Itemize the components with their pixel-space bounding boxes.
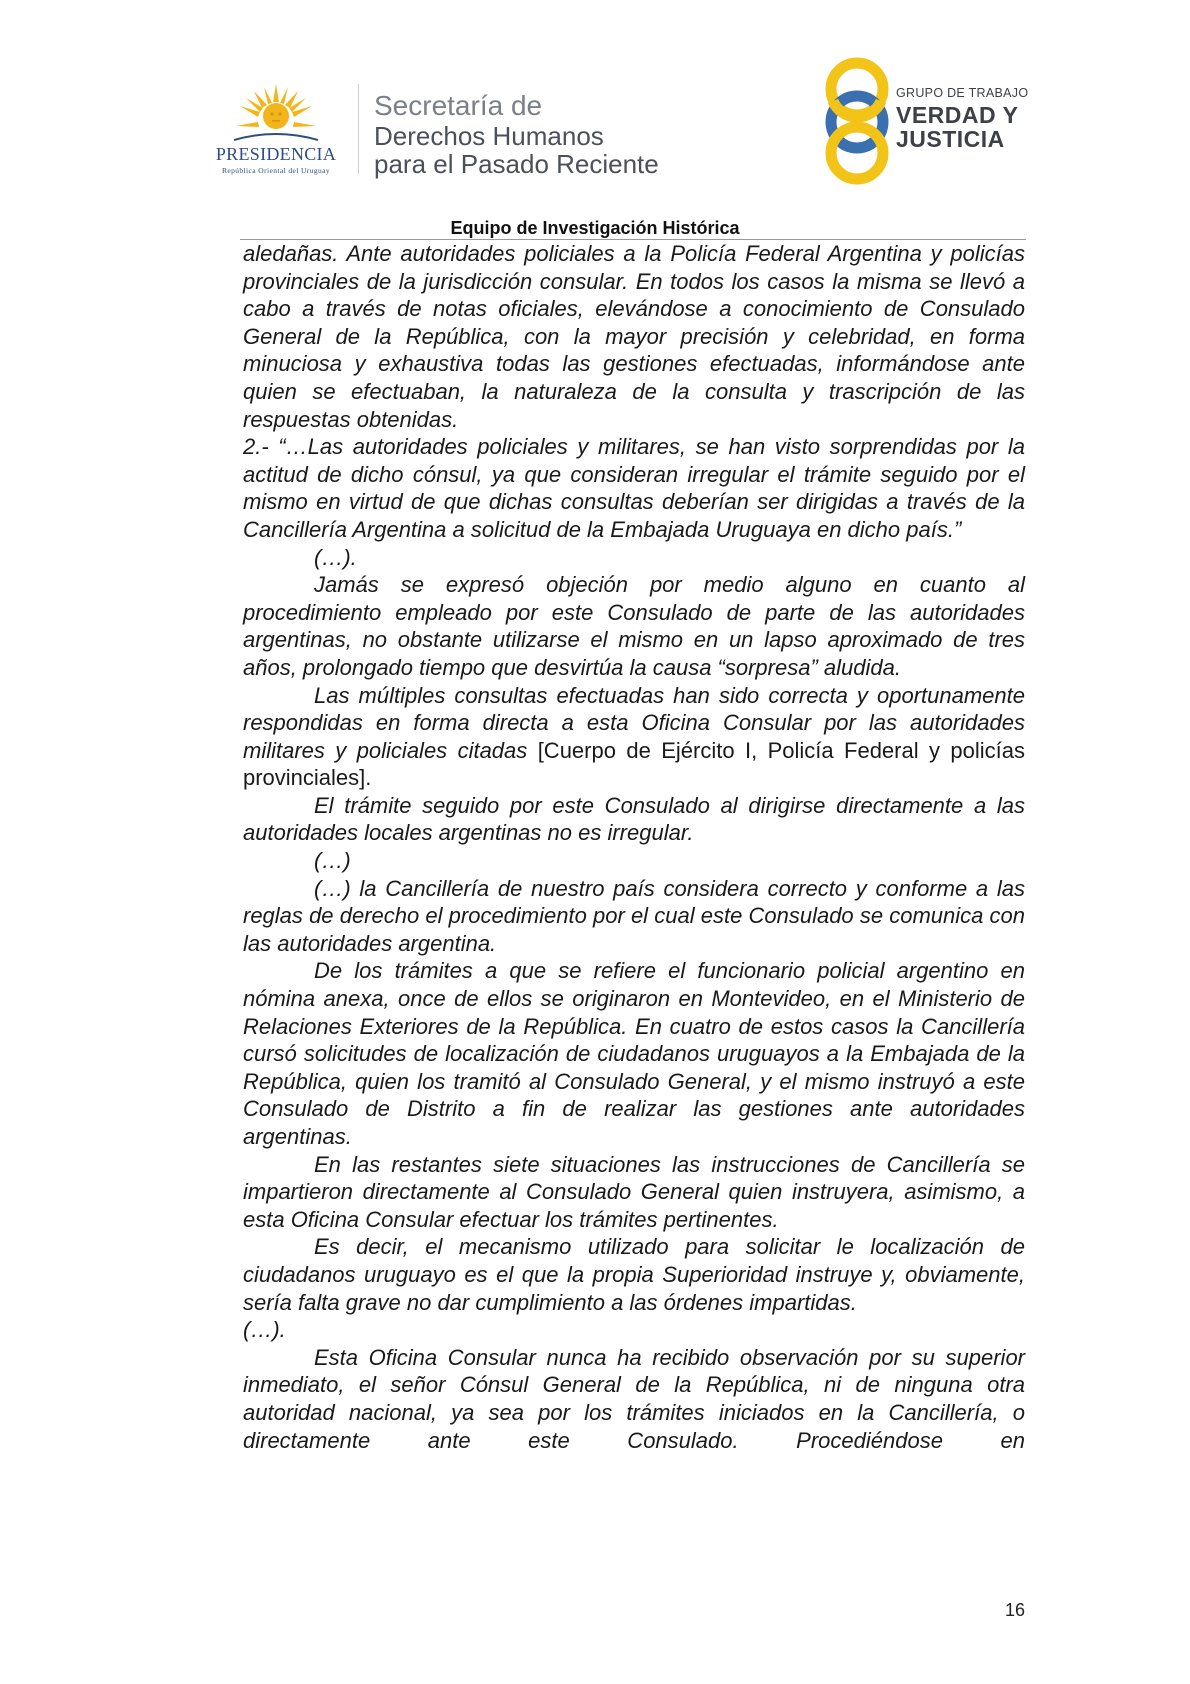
secretaria-line-2: Derechos Humanos	[374, 121, 604, 151]
paragraph-8: (…) la Cancillería de nuestro país considera correcto y conforme a las reglas de derecho el procedimiento por el cual este Consulado se comunica con las autoridades argentina.	[243, 875, 1025, 956]
paragraph-2: 2.- “…Las autoridades policiales y militares, se han visto sorprendidas por la actitud de dicho cónsul, ya que consideran irregular el trámite seguido por el mismo en virtud de que dichas consultas deberían ser dirigidas a través de la Cancillería Argentina a solicitud de la Embajada Uruguaya en dicho país.”	[243, 434, 1025, 542]
paragraph-11: Es decir, el mecanismo utilizado para solicitar le localización de ciudadanos uruguayo es el que la propia Superioridad instruye y, obviamente, sería falta grave no dar cumplimiento a las órdenes impartidas.	[243, 1234, 1025, 1315]
page-number: 16	[1005, 1600, 1026, 1620]
vyj-group-label: GRUPO DE TRABAJO	[896, 86, 1029, 100]
paragraph-9: De los trámites a que se refiere el funcionario policial argentino en nómina anexa, once de ellos se originaron en Montevideo, en el Ministerio de Relaciones Exteriores de la República. En cuatro de estos casos la Cancillería cursó solicitudes de localización de ciudadanos uruguayos a la Embajada de la República, quien los tramitó al Consulado General, y el mismo instruyó a este Consulado de Distrito a fin de realizar las gestiones ante autoridades argentinas.	[243, 958, 1025, 1149]
ellipsis-1: (…).	[314, 544, 357, 570]
ellipsis-3: (…).	[243, 1317, 286, 1343]
paragraph-4: Jamás se expresó objeción por medio alguno en cuanto al procedimiento empleado por este Consulado de parte de las autoridades argentinas, no obstante utilizarse el mismo en un lapso aproximado de tres años, prolongado tiempo que desvirtúa la causa “sorpresa” aludida.	[243, 572, 1025, 680]
linked-rings-icon	[822, 56, 892, 186]
presidencia-logo	[196, 78, 356, 178]
sun-icon	[234, 82, 318, 146]
page-header	[0, 0, 1190, 240]
paragraph-5	[243, 682, 1025, 792]
secretaria-line-1: Secretaría de	[374, 90, 543, 121]
secretaria-logo-text	[374, 90, 659, 178]
presidencia-subtitle: República Oriental del Uruguay	[221, 166, 330, 175]
paragraph-10: En las restantes siete situaciones las instrucciones de Cancillería se impartieron directamente al Consulado General quien instruyera, asimismo, a esta Oficina Consular efectuar los trámites pertinentes.	[243, 1151, 1025, 1232]
verdad-justicia-logo	[822, 56, 1042, 186]
vyj-title-line-1: VERDAD Y	[896, 102, 1019, 128]
paragraph-5-bracket: [Cuerpo de Ejército I, Policía Federal y policías provinciales].	[243, 737, 1025, 791]
paragraph-5-italic: Las múltiples consultas efectuadas han sido correcta y oportunamente respondidas en forma directa a esta Oficina Consular por las autoridades militares y policiales citadas	[243, 682, 1025, 763]
paragraph-6: El trámite seguido por este Consulado al dirigirse directamente a las autoridades locales argentinas no es irregular.	[243, 792, 1025, 846]
paragraph-13: Esta Oficina Consular nunca ha recibido observación por su superior inmediato, el señor Cónsul General de la República, ni de ninguna otra autoridad nacional, ya sea por los trámites iniciados en la Cancillería, o directamente ante este Consulado. Procediéndose en	[243, 1344, 1025, 1453]
document-body	[243, 240, 1025, 1454]
vyj-title-line-2: JUSTICIA	[896, 126, 1005, 152]
presidencia-name: PRESIDENCIA	[215, 144, 337, 164]
team-title: Equipo de Investigación Histórica	[450, 218, 740, 238]
paragraph-1: aledañas. Ante autoridades policiales a la Policía Federal Argentina y policías provinciales de la jurisdicción consular. En todos los casos la misma se llevó a cabo a través de notas oficiales, elevándose a conocimiento de Consulado General de la República, con la mayor precisión y celebridad, en forma minuciosa y exhaustiva todas las gestiones efectuadas, informándose ante quien se efectuaban, la naturaleza de la consulta y trascripción de las respuestas obtenidas.	[243, 241, 1025, 432]
logo-divider	[358, 84, 359, 174]
secretaria-line-3: para el Pasado Reciente	[374, 149, 659, 179]
ellipsis-2: (…)	[314, 848, 351, 874]
